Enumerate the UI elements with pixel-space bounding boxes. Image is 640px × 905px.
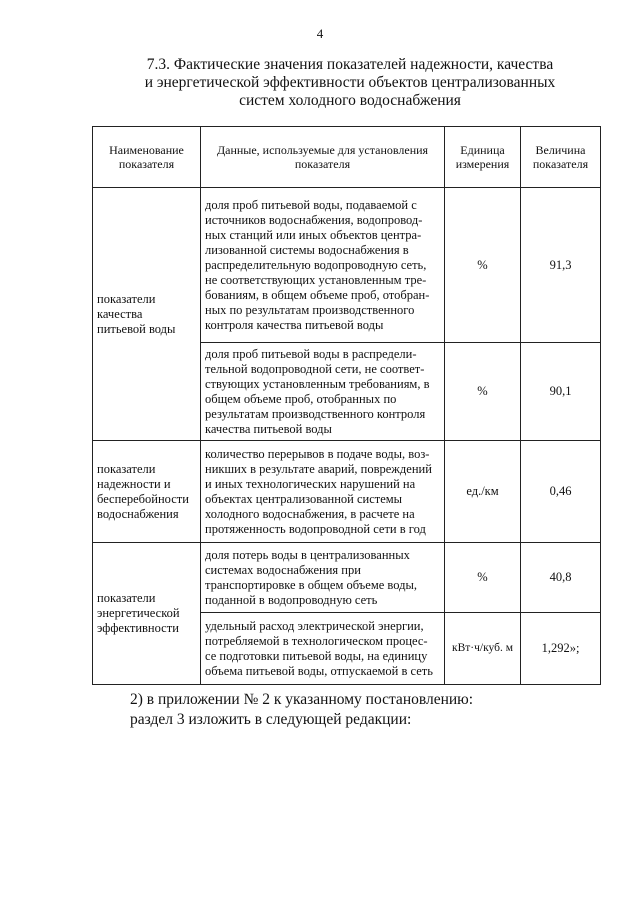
table-row <box>93 188 601 343</box>
heading-line: и энергетической эффективности объектов централизованных <box>144 74 556 91</box>
row-unit: % <box>445 343 521 441</box>
row-description: доля проб питьевой воды, подаваемой с источников водоснабжения, водопровод- ных станций или иных объектов центра- лизованной системы водоснабжения в распределительную водопроводную сеть, не соответствующих установленным тре- бованиям, в общем объеме проб, отобран- ных по результатам производственного контроля качества питьевой воды <box>201 188 445 343</box>
row-description: доля проб питьевой воды в распредели- тельной водопроводной сети, не соответ- ствующих установленным требованиям, в общем объеме проб, отобранных по результатам производственного контроля качества питьевой воды <box>201 343 445 441</box>
header-unit: Единица измерения <box>445 127 521 188</box>
row-value: 40,8 <box>521 543 601 613</box>
row-unit: % <box>445 543 521 613</box>
heading-line: 7.3. Фактические значения показателей надежности, качества <box>146 56 554 73</box>
group-name-quality: показатели качества питьевой воды <box>93 188 201 441</box>
group-name-reliability: показатели надежности и бесперебойности водоснабжения <box>93 441 201 543</box>
row-value: 1,292»; <box>521 613 601 685</box>
page-number: 4 <box>316 26 324 41</box>
header-value: Величина показателя <box>521 127 601 188</box>
heading-line: систем холодного водоснабжения <box>239 92 461 109</box>
footer-line: раздел 3 изложить в следующей редакции: <box>130 711 412 728</box>
group-name-energy: показатели энергетической эффективности <box>93 543 201 685</box>
row-value: 0,46 <box>521 441 601 543</box>
footer-line: 2) в приложении № 2 к указанному постановлению: <box>130 691 474 708</box>
row-unit: ед./км <box>445 441 521 543</box>
indicators-table <box>92 126 601 685</box>
row-description: удельный расход электрической энергии, потребляемой в технологическом процес- се подготовки питьевой воды, на единицу объема питьевой воды, отпускаемой в сеть <box>201 613 445 685</box>
row-value: 90,1 <box>521 343 601 441</box>
section-heading <box>100 56 600 110</box>
table-row <box>93 543 601 613</box>
row-value: 91,3 <box>521 188 601 343</box>
table-row <box>93 441 601 543</box>
row-unit: кВт·ч/куб. м <box>445 613 521 685</box>
table-header-row <box>93 127 601 188</box>
header-name: Наименование показателя <box>93 127 201 188</box>
row-description: количество перерывов в подаче воды, воз- никших в результате аварий, повреждений и иных технологических нарушений на объектах централизованной системы холодного водоснабжения, в расчете на протяженность водопроводной сети в год <box>201 441 445 543</box>
row-unit: % <box>445 188 521 343</box>
header-data: Данные, используемые для установления показателя <box>201 127 445 188</box>
row-description: доля потерь воды в централизованных системах водоснабжения при транспортировке в общем объеме воды, поданной в водопроводную сеть <box>201 543 445 613</box>
footer-text <box>130 690 610 730</box>
